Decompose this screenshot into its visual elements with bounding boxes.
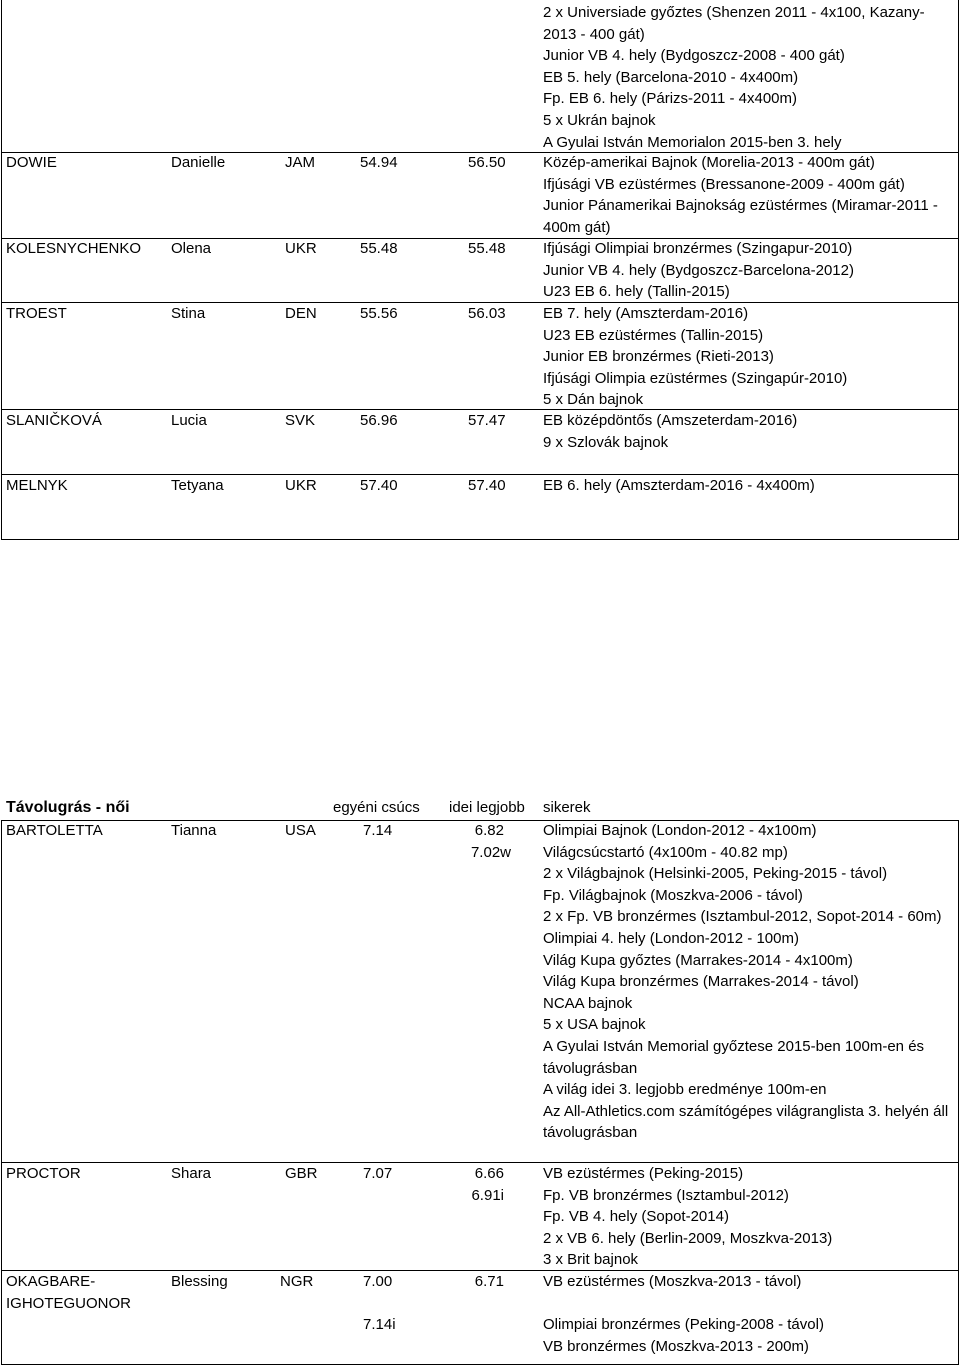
achievement-item: EB 5. hely (Barcelona-2010 - 4x400m) [543, 68, 799, 86]
athlete-pb: 7.07 [363, 1165, 393, 1182]
athlete-sb: 6.71 [474, 1273, 504, 1290]
achievement-item: 3 x Brit bajnok [543, 1251, 639, 1269]
achievement-item: Világ Kupa győztes (Marrakes-2014 - 4x100m) [543, 951, 853, 969]
column-header-sb: idei legjobb [449, 799, 525, 816]
achievement-item: EB 7. hely (Amszterdam-2016) [543, 305, 749, 322]
achievement-item [543, 1293, 955, 1315]
athlete-last-name: DOWIE [6, 154, 57, 171]
athlete-last-name: BARTOLETTA [6, 822, 103, 839]
achievement-list [543, 1163, 955, 1271]
achievement-item: 2 x Világbajnok (Helsinki-2005, Peking-2015 - távol) [543, 865, 888, 883]
achievement-item: Olimpiai Bajnok (London-2012 - 4x100m) [543, 822, 817, 839]
achievement-item: U23 EB ezüstérmes (Tallin-2015) [543, 326, 764, 344]
section-title: Távolugrás - női [6, 799, 130, 816]
athlete-country: DEN [285, 305, 317, 322]
achievement-item: U23 EB 6. hely (Tallin-2015) [543, 283, 730, 301]
achievement-item: Fp. VB bronzérmes (Isztambul-2012) [543, 1186, 789, 1204]
achievement-item: 5 x Dán bajnok [543, 391, 644, 409]
achievement-item: Ifjúsági Olimpiai bronzérmes (Szingapur-2010) [543, 240, 853, 257]
achievement-item: VB bronzérmes (Moszkva-2013 - 200m) [543, 1337, 809, 1355]
achievement-item: 2 x VB 6. hely (Berlin-2009, Moszkva-2013) [543, 1229, 833, 1247]
athlete-pb: 7.14 [363, 822, 393, 839]
achievement-item: Junior Pánamerikai Bajnokság ezüstérmes (Miramar-2011 - 400m gát) [543, 197, 938, 236]
athlete-sb: 55.48 [468, 240, 506, 257]
achievement-item: Olimpiai bronzérmes (Peking-2008 - távol) [543, 1316, 824, 1334]
achievement-item: A világ idei 3. legjobb eredménye 100m-en [543, 1081, 827, 1099]
achievement-list [543, 238, 955, 303]
athlete-sb-wind: 7.02w [470, 844, 511, 861]
athlete-first-name: Shara [171, 1165, 212, 1182]
achievement-list [543, 303, 955, 411]
achievement-item: VB ezüstérmes (Moszkva-2013 - távol) [543, 1273, 802, 1290]
achievement-item: Világcsúcstartó (4x100m - 40.82 mp) [543, 843, 788, 861]
column-header-achievements: sikerek [543, 799, 591, 816]
achievement-item: EB 6. hely (Amszterdam-2016 - 4x400m) [543, 477, 815, 494]
athlete-country: UKR [285, 240, 317, 257]
achievement-item: Fp. EB 6. hely (Párizs-2011 - 4x400m) [543, 90, 797, 108]
achievement-item: Fp. VB 4. hely (Sopot-2014) [543, 1208, 729, 1226]
athlete-last-name-cont: IGHOTEGUONOR [6, 1295, 132, 1312]
athlete-last-name: PROCTOR [6, 1165, 81, 1182]
athlete-sb: 6.82 [474, 822, 504, 839]
achievement-list [543, 820, 955, 1144]
athlete-first-name: Lucia [171, 412, 207, 429]
athlete-last-name: KOLESNYCHENKO [6, 240, 142, 257]
athlete-first-name: Danielle [171, 154, 226, 171]
athlete-pb: 55.56 [360, 305, 398, 322]
athlete-first-name: Stina [171, 305, 206, 322]
column-header-pb: egyéni csúcs [333, 799, 420, 816]
athlete-pb-indoor: 7.14i [363, 1316, 396, 1333]
achievement-item: NCAA bajnok [543, 994, 633, 1012]
achievement-list [543, 152, 955, 238]
athlete-sb-indoor: 6.91i [471, 1187, 504, 1204]
athlete-first-name: Olena [171, 240, 212, 257]
achievement-item: A Gyulai István Memorialon 2015-ben 3. hely [543, 133, 842, 151]
athlete-last-name: OKAGBARE- [6, 1273, 96, 1290]
athlete-first-name: Tianna [171, 822, 217, 839]
athlete-country: UKR [285, 477, 317, 494]
athlete-sb: 6.66 [474, 1165, 504, 1182]
athlete-pb: 54.94 [360, 154, 398, 171]
achievement-item: Közép-amerikai Bajnok (Morelia-2013 - 400m gát) [543, 154, 875, 171]
achievement-item: 2 x Universiade győztes (Shenzen 2011 - 4x100, Kazany-2013 - 400 gát) [543, 4, 925, 43]
achievement-list [543, 1271, 955, 1357]
athlete-sb: 57.47 [468, 412, 506, 429]
athlete-last-name: SLANIČKOVÁ [6, 412, 102, 429]
achievement-item: 5 x Ukrán bajnok [543, 111, 656, 129]
athlete-first-name: Blessing [171, 1273, 228, 1290]
achievement-list [543, 2, 955, 153]
achievement-item: Az All-Athletics.com számítógépes világranglista 3. helyén áll távolugrásban [543, 1102, 949, 1142]
athlete-country: USA [285, 822, 316, 839]
athlete-country: JAM [285, 154, 315, 171]
athlete-last-name: TROEST [6, 305, 67, 322]
achievement-item: 9 x Szlovák bajnok [543, 433, 669, 451]
athlete-pb: 57.40 [360, 477, 398, 494]
achievement-item: 2 x Fp. VB bronzérmes (Isztambul-2012, Sopot-2014 - 60m) [543, 908, 942, 926]
achievement-item: Világ Kupa bronzérmes (Marrakes-2014 - távol) [543, 973, 859, 991]
achievement-item: 5 x USA bajnok [543, 1016, 646, 1034]
achievement-item: EB középdöntős (Amszeterdam-2016) [543, 412, 798, 429]
athlete-country: SVK [285, 412, 316, 429]
achievement-item: Junior EB bronzérmes (Rieti-2013) [543, 348, 774, 366]
athlete-last-name: MELNYK [6, 477, 68, 494]
athlete-first-name: Tetyana [171, 477, 224, 494]
achievement-item: VB ezüstérmes (Peking-2015) [543, 1165, 744, 1182]
athlete-sb: 56.03 [468, 305, 506, 322]
achievement-list [543, 410, 955, 453]
athlete-pb: 7.00 [363, 1273, 393, 1290]
achievement-list [543, 475, 955, 497]
athlete-country: GBR [285, 1165, 318, 1182]
athlete-sb: 56.50 [468, 154, 506, 171]
achievement-item: Junior VB 4. hely (Bydgoszcz-2008 - 400 gát) [543, 47, 845, 65]
athlete-pb: 55.48 [360, 240, 398, 257]
athlete-pb: 56.96 [360, 412, 398, 429]
achievement-item: Olimpiai 4. hely (London-2012 - 100m) [543, 929, 799, 947]
athlete-sb: 57.40 [468, 477, 506, 494]
achievement-item: Fp. Világbajnok (Moszkva-2006 - távol) [543, 886, 803, 904]
athlete-country: NGR [280, 1273, 314, 1290]
achievement-item: Ifjúsági Olimpia ezüstérmes (Szingapúr-2010) [543, 369, 848, 387]
achievement-item: Ifjúsági VB ezüstérmes (Bressanone-2009 - 400m gát) [543, 175, 905, 193]
achievement-item: A Gyulai István Memorial győztese 2015-ben 100m-en és távolugrásban [543, 1037, 925, 1077]
achievement-item: Junior VB 4. hely (Bydgoszcz-Barcelona-2012) [543, 261, 854, 279]
